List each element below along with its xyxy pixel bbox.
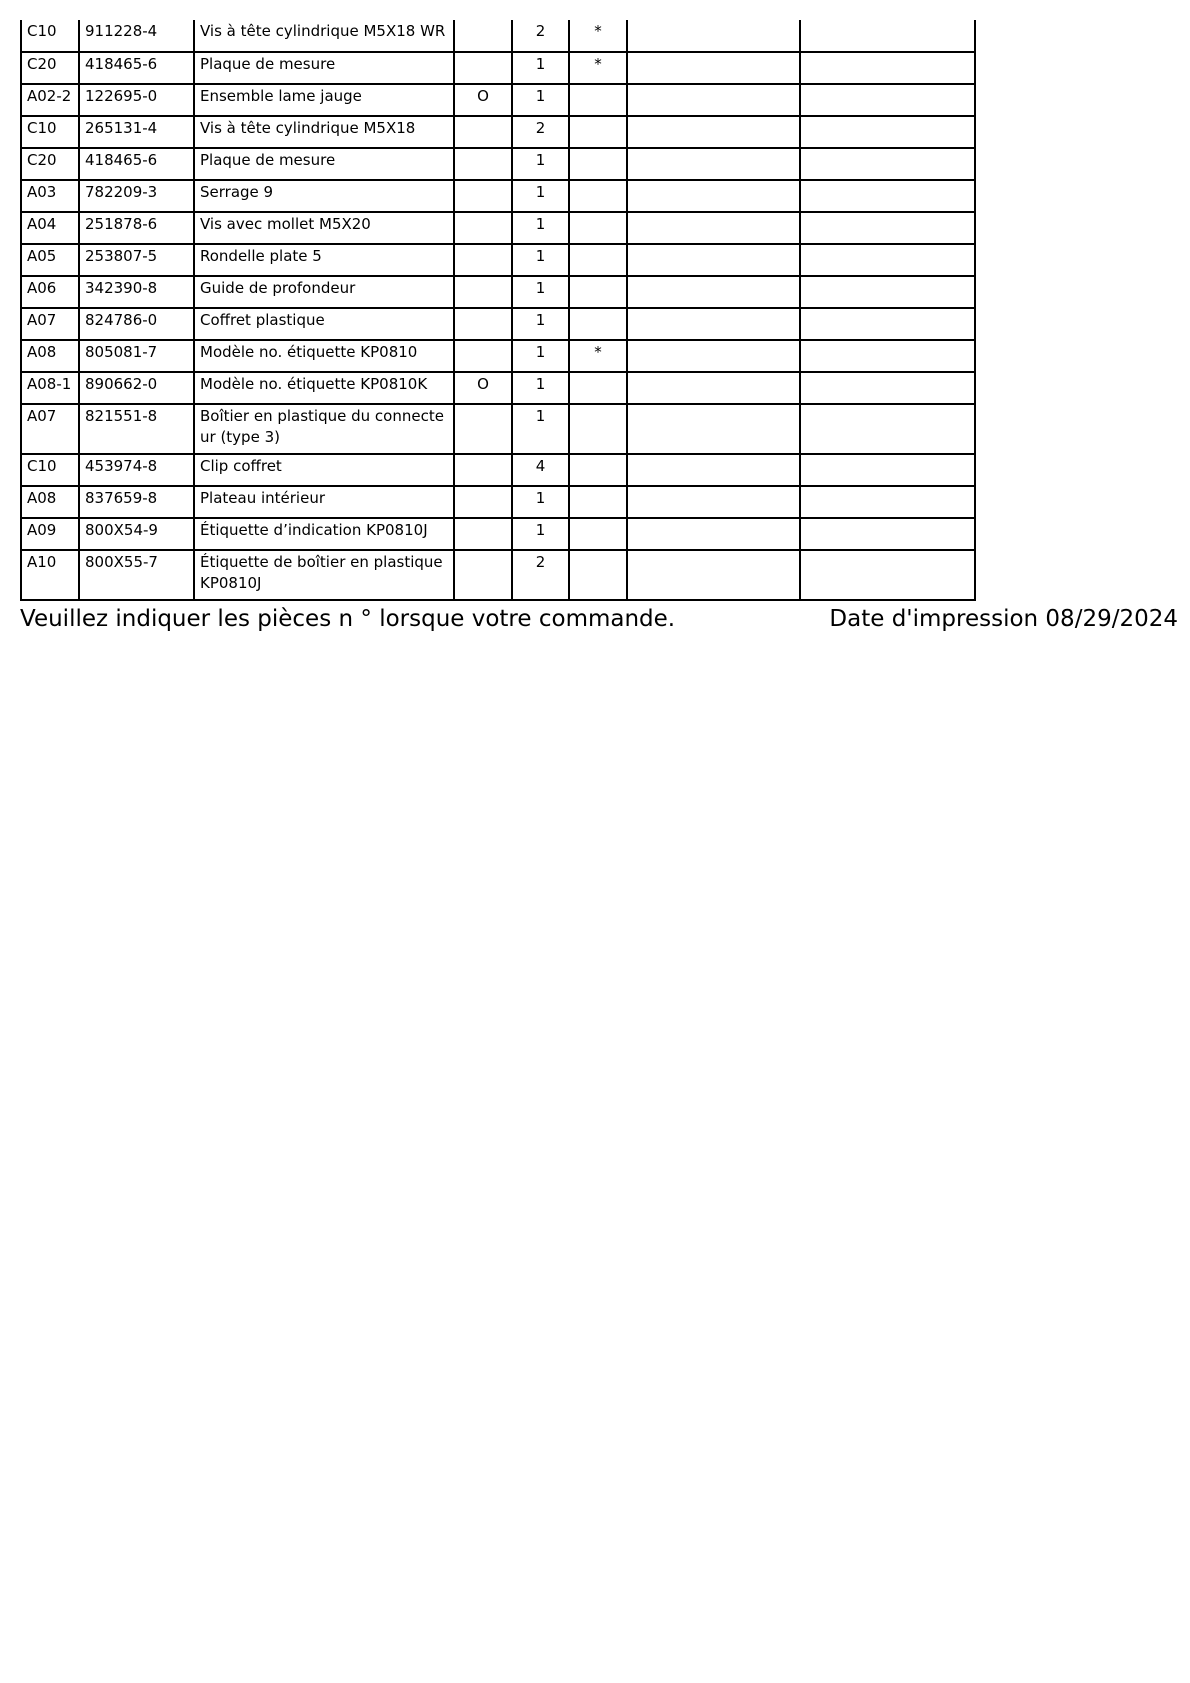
description-cell: Rondelle plate 5: [194, 244, 454, 276]
description-cell: Modèle no. étiquette KP0810: [194, 340, 454, 372]
quantity-cell: 1: [512, 340, 569, 372]
ref-cell: A07: [21, 404, 79, 454]
note-cell: [569, 486, 627, 518]
part-number-cell: 418465-6: [79, 148, 194, 180]
blank-cell: [800, 180, 975, 212]
quantity-cell: 1: [512, 486, 569, 518]
blank-cell: [800, 340, 975, 372]
option-cell: [454, 148, 512, 180]
ref-cell: A05: [21, 244, 79, 276]
note-cell: [569, 244, 627, 276]
note-cell: [569, 148, 627, 180]
blank-cell: [800, 518, 975, 550]
note-cell: [569, 212, 627, 244]
table-row: [21, 486, 975, 518]
description-cell: Vis à tête cylindrique M5X18: [194, 116, 454, 148]
part-number-cell: 911228-4: [79, 20, 194, 52]
blank-cell: [627, 180, 800, 212]
ref-cell: A04: [21, 212, 79, 244]
part-number-cell: 251878-6: [79, 212, 194, 244]
quantity-cell: 1: [512, 518, 569, 550]
description-cell: Vis avec mollet M5X20: [194, 212, 454, 244]
note-cell: *: [569, 340, 627, 372]
description-cell: Boîtier en plastique du connecte ur (type 3): [194, 404, 454, 454]
quantity-cell: 1: [512, 180, 569, 212]
blank-cell: [800, 308, 975, 340]
description-cell: Ensemble lame jauge: [194, 84, 454, 116]
note-cell: [569, 518, 627, 550]
part-number-cell: 253807-5: [79, 244, 194, 276]
option-cell: [454, 454, 512, 486]
option-cell: [454, 52, 512, 84]
option-cell: [454, 180, 512, 212]
blank-cell: [800, 404, 975, 454]
note-cell: [569, 550, 627, 600]
blank-cell: [800, 276, 975, 308]
table-row: [21, 550, 975, 600]
quantity-cell: 1: [512, 148, 569, 180]
part-number-cell: 890662-0: [79, 372, 194, 404]
description-cell: Guide de profondeur: [194, 276, 454, 308]
description-cell: Vis à tête cylindrique M5X18 WR: [194, 20, 454, 52]
order-instruction-note: Veuillez indiquer les pièces n ° lorsque votre commande.: [20, 606, 676, 632]
note-cell: [569, 404, 627, 454]
part-number-cell: 837659-8: [79, 486, 194, 518]
option-cell: [454, 308, 512, 340]
blank-cell: [627, 148, 800, 180]
ref-cell: C10: [21, 116, 79, 148]
ref-cell: A10: [21, 550, 79, 600]
blank-cell: [627, 212, 800, 244]
part-number-cell: 418465-6: [79, 52, 194, 84]
blank-cell: [627, 550, 800, 600]
option-cell: [454, 518, 512, 550]
note-cell: [569, 276, 627, 308]
description-cell: Plaque de mesure: [194, 148, 454, 180]
description-cell: Étiquette de boîtier en plastique KP0810J: [194, 550, 454, 600]
quantity-cell: 1: [512, 212, 569, 244]
option-cell: O: [454, 372, 512, 404]
note-cell: *: [569, 52, 627, 84]
blank-cell: [627, 84, 800, 116]
note-cell: [569, 454, 627, 486]
note-cell: [569, 308, 627, 340]
part-number-cell: 824786-0: [79, 308, 194, 340]
part-number-cell: 453974-8: [79, 454, 194, 486]
blank-cell: [627, 518, 800, 550]
blank-cell: [627, 244, 800, 276]
option-cell: [454, 212, 512, 244]
table-row: [21, 148, 975, 180]
ref-cell: A07: [21, 308, 79, 340]
blank-cell: [800, 84, 975, 116]
part-number-cell: 800X55-7: [79, 550, 194, 600]
quantity-cell: 1: [512, 308, 569, 340]
part-number-cell: 265131-4: [79, 116, 194, 148]
table-row: [21, 244, 975, 276]
blank-cell: [800, 52, 975, 84]
quantity-cell: 1: [512, 372, 569, 404]
parts-table-body: [21, 20, 975, 600]
note-cell: [569, 116, 627, 148]
quantity-cell: 2: [512, 116, 569, 148]
table-row: [21, 454, 975, 486]
description-cell: Clip coffret: [194, 454, 454, 486]
part-number-cell: 782209-3: [79, 180, 194, 212]
blank-cell: [627, 52, 800, 84]
blank-cell: [627, 404, 800, 454]
blank-cell: [800, 20, 975, 52]
part-number-cell: 122695-0: [79, 84, 194, 116]
quantity-cell: 1: [512, 276, 569, 308]
option-cell: [454, 244, 512, 276]
option-cell: [454, 116, 512, 148]
quantity-cell: 1: [512, 404, 569, 454]
part-number-cell: 805081-7: [79, 340, 194, 372]
description-cell: Modèle no. étiquette KP0810K: [194, 372, 454, 404]
print-date: Date d'impression 08/29/2024: [829, 606, 1178, 632]
table-row: [21, 20, 975, 52]
description-cell: Serrage 9: [194, 180, 454, 212]
blank-cell: [627, 372, 800, 404]
note-cell: *: [569, 20, 627, 52]
blank-cell: [800, 212, 975, 244]
quantity-cell: 1: [512, 84, 569, 116]
quantity-cell: 4: [512, 454, 569, 486]
note-cell: [569, 84, 627, 116]
option-cell: [454, 340, 512, 372]
table-row: [21, 212, 975, 244]
table-row: [21, 52, 975, 84]
description-cell: Étiquette d’indication KP0810J: [194, 518, 454, 550]
part-number-cell: 821551-8: [79, 404, 194, 454]
description-cell: Plateau intérieur: [194, 486, 454, 518]
table-row: [21, 404, 975, 454]
ref-cell: A08: [21, 340, 79, 372]
part-number-cell: 342390-8: [79, 276, 194, 308]
blank-cell: [800, 372, 975, 404]
blank-cell: [800, 244, 975, 276]
ref-cell: C10: [21, 20, 79, 52]
ref-cell: C20: [21, 52, 79, 84]
option-cell: O: [454, 84, 512, 116]
description-cell: Plaque de mesure: [194, 52, 454, 84]
quantity-cell: 2: [512, 20, 569, 52]
quantity-cell: 1: [512, 244, 569, 276]
ref-cell: C10: [21, 454, 79, 486]
blank-cell: [627, 20, 800, 52]
blank-cell: [800, 550, 975, 600]
ref-cell: A09: [21, 518, 79, 550]
ref-cell: A08-1: [21, 372, 79, 404]
ref-cell: A02-2: [21, 84, 79, 116]
table-row: [21, 84, 975, 116]
note-cell: [569, 372, 627, 404]
table-row: [21, 308, 975, 340]
quantity-cell: 1: [512, 52, 569, 84]
blank-cell: [627, 454, 800, 486]
table-row: [21, 518, 975, 550]
blank-cell: [627, 308, 800, 340]
parts-table: [20, 20, 976, 601]
table-row: [21, 340, 975, 372]
quantity-cell: 2: [512, 550, 569, 600]
ref-cell: A03: [21, 180, 79, 212]
blank-cell: [627, 116, 800, 148]
option-cell: [454, 20, 512, 52]
blank-cell: [627, 486, 800, 518]
table-row: [21, 180, 975, 212]
part-number-cell: 800X54-9: [79, 518, 194, 550]
option-cell: [454, 404, 512, 454]
description-cell: Coffret plastique: [194, 308, 454, 340]
ref-cell: A06: [21, 276, 79, 308]
ref-cell: A08: [21, 486, 79, 518]
note-cell: [569, 180, 627, 212]
blank-cell: [800, 486, 975, 518]
blank-cell: [800, 454, 975, 486]
ref-cell: C20: [21, 148, 79, 180]
option-cell: [454, 276, 512, 308]
blank-cell: [800, 148, 975, 180]
blank-cell: [627, 276, 800, 308]
table-row: [21, 276, 975, 308]
table-row: [21, 372, 975, 404]
table-row: [21, 116, 975, 148]
blank-cell: [800, 116, 975, 148]
option-cell: [454, 486, 512, 518]
option-cell: [454, 550, 512, 600]
blank-cell: [627, 340, 800, 372]
